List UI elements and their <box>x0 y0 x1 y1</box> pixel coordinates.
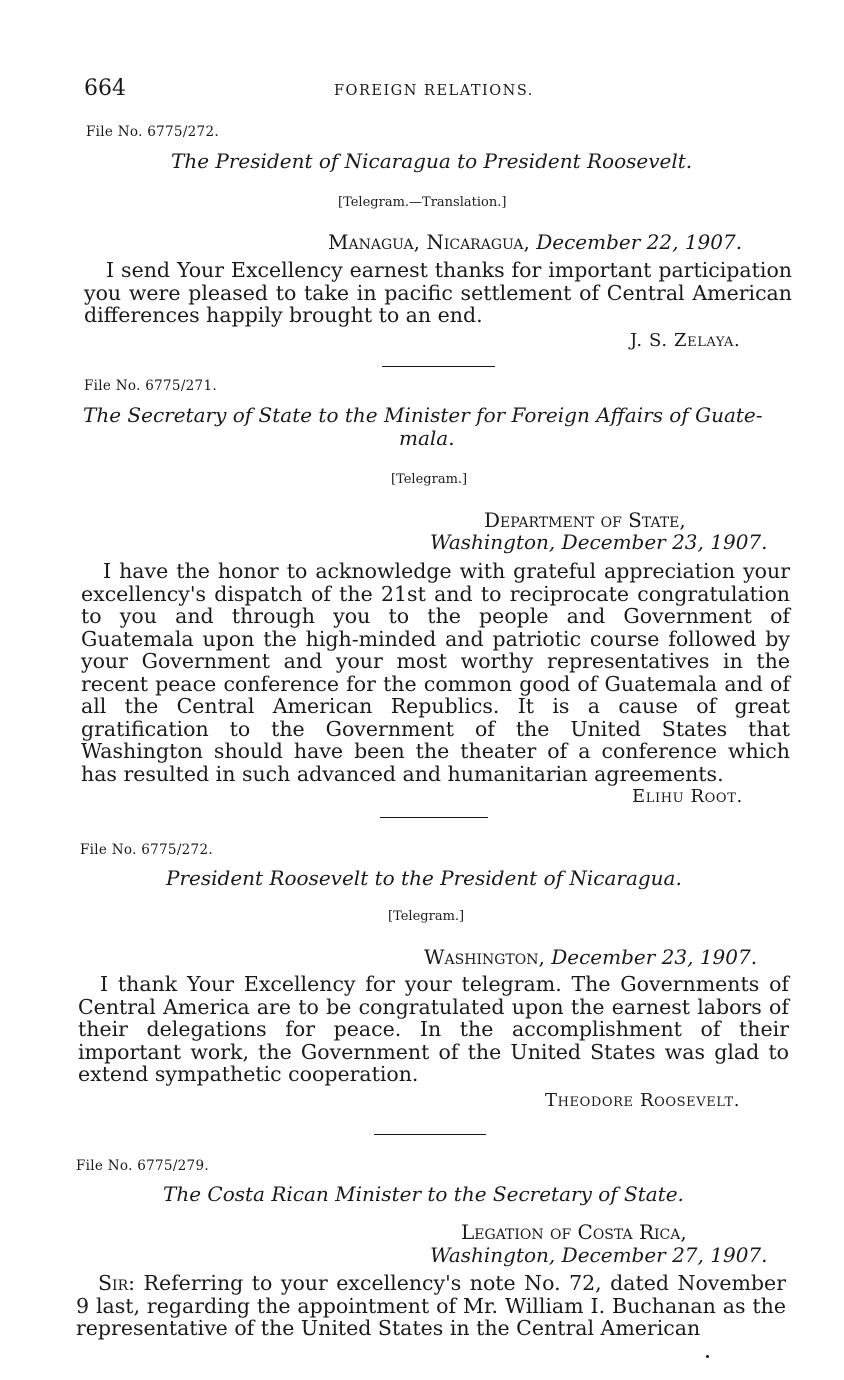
section-title: President Roosevelt to the President of Nicaragua. <box>166 866 682 890</box>
signature: J. S. Zelaya. <box>630 330 741 351</box>
dateline-date: December 22, 1907. <box>536 230 743 254</box>
signature: Elihu Root. <box>632 786 743 807</box>
telegram-note: [Telegram.] <box>391 472 468 487</box>
running-title: FOREIGN RELATIONS. <box>334 83 534 99</box>
section-divider <box>380 817 488 818</box>
dateline <box>328 230 742 254</box>
salutation: Sir: <box>98 1271 136 1295</box>
letter-body: I send Your Excellency earnest thanks for important participation you were pleased to take in pacific settlement of Central American differences happily brought to an end. <box>84 258 792 327</box>
file-number: File No. 6775/272. <box>86 124 219 140</box>
file-number: File No. 6775/279. <box>76 1158 209 1174</box>
section-title: The President of Nicaragua to President Roosevelt. <box>171 149 693 173</box>
dateline-place: Managua, Nicaragua, <box>328 230 530 254</box>
dateline-date: December 27, 1907. <box>561 1243 768 1267</box>
telegram-note: [Telegram.—Translation.] <box>338 195 507 210</box>
letter-body: I have the honor to acknowledge with grateful appreciation your excellency's dispatch of the 21st and to reciprocate congratulation to you and through you to the people and Government of Guatemala upon the high-minded and patriotic course followed by your Government and your most worthy representatives in the recent peace conference for the common good of Guatemala and of all the Central American Republics. It is a cause of great gratification to the Government of the United States that Washington should have been the theater of a conference which has resulted in such advanced and humanitarian agreements. <box>81 559 790 786</box>
dateline <box>430 1243 768 1267</box>
file-number: File No. 6775/271. <box>84 378 217 394</box>
dateline-place: Department of State, <box>484 508 686 532</box>
dateline-place: Washington, <box>424 945 545 969</box>
dateline <box>424 945 757 969</box>
dateline-date: December 23, 1907. <box>551 945 758 969</box>
dateline <box>430 530 768 554</box>
dateline-place: Legation of Costa Rica, <box>461 1220 687 1244</box>
section-divider <box>374 1134 486 1135</box>
page-number: 664 <box>84 76 126 101</box>
signature: Theodore Roosevelt. <box>545 1090 741 1111</box>
section-title: The Costa Rican Minister to the Secretary of State. <box>163 1182 684 1206</box>
file-number: File No. 6775/272. <box>80 842 213 858</box>
print-speck <box>706 1355 709 1358</box>
telegram-note: [Telegram.] <box>388 909 465 924</box>
letter-body-text: Referring to your excellency's note No. 72, dated November 9 last, regarding the appointment of Mr. William I. Buchanan as the representative of the United States in the Central American <box>76 1271 786 1340</box>
letter-body: I thank Your Excellency for your telegram. The Governments of Central America are to be congratulated upon the earnest labors of their delegations for peace. In the accomplishment of their important work, the Government of the United States was glad to extend sympathetic cooperation. <box>78 972 789 1086</box>
letter-body <box>76 1272 786 1340</box>
section-divider <box>382 366 495 367</box>
section-title-line-1: The Secretary of State to the Minister for Foreign Affairs of Guate- <box>83 403 763 427</box>
dateline-city: Washington, <box>430 530 556 554</box>
dateline-city: Washington, <box>430 1243 556 1267</box>
dateline-date: December 23, 1907. <box>561 530 768 554</box>
section-title-line-2: mala. <box>399 426 455 450</box>
